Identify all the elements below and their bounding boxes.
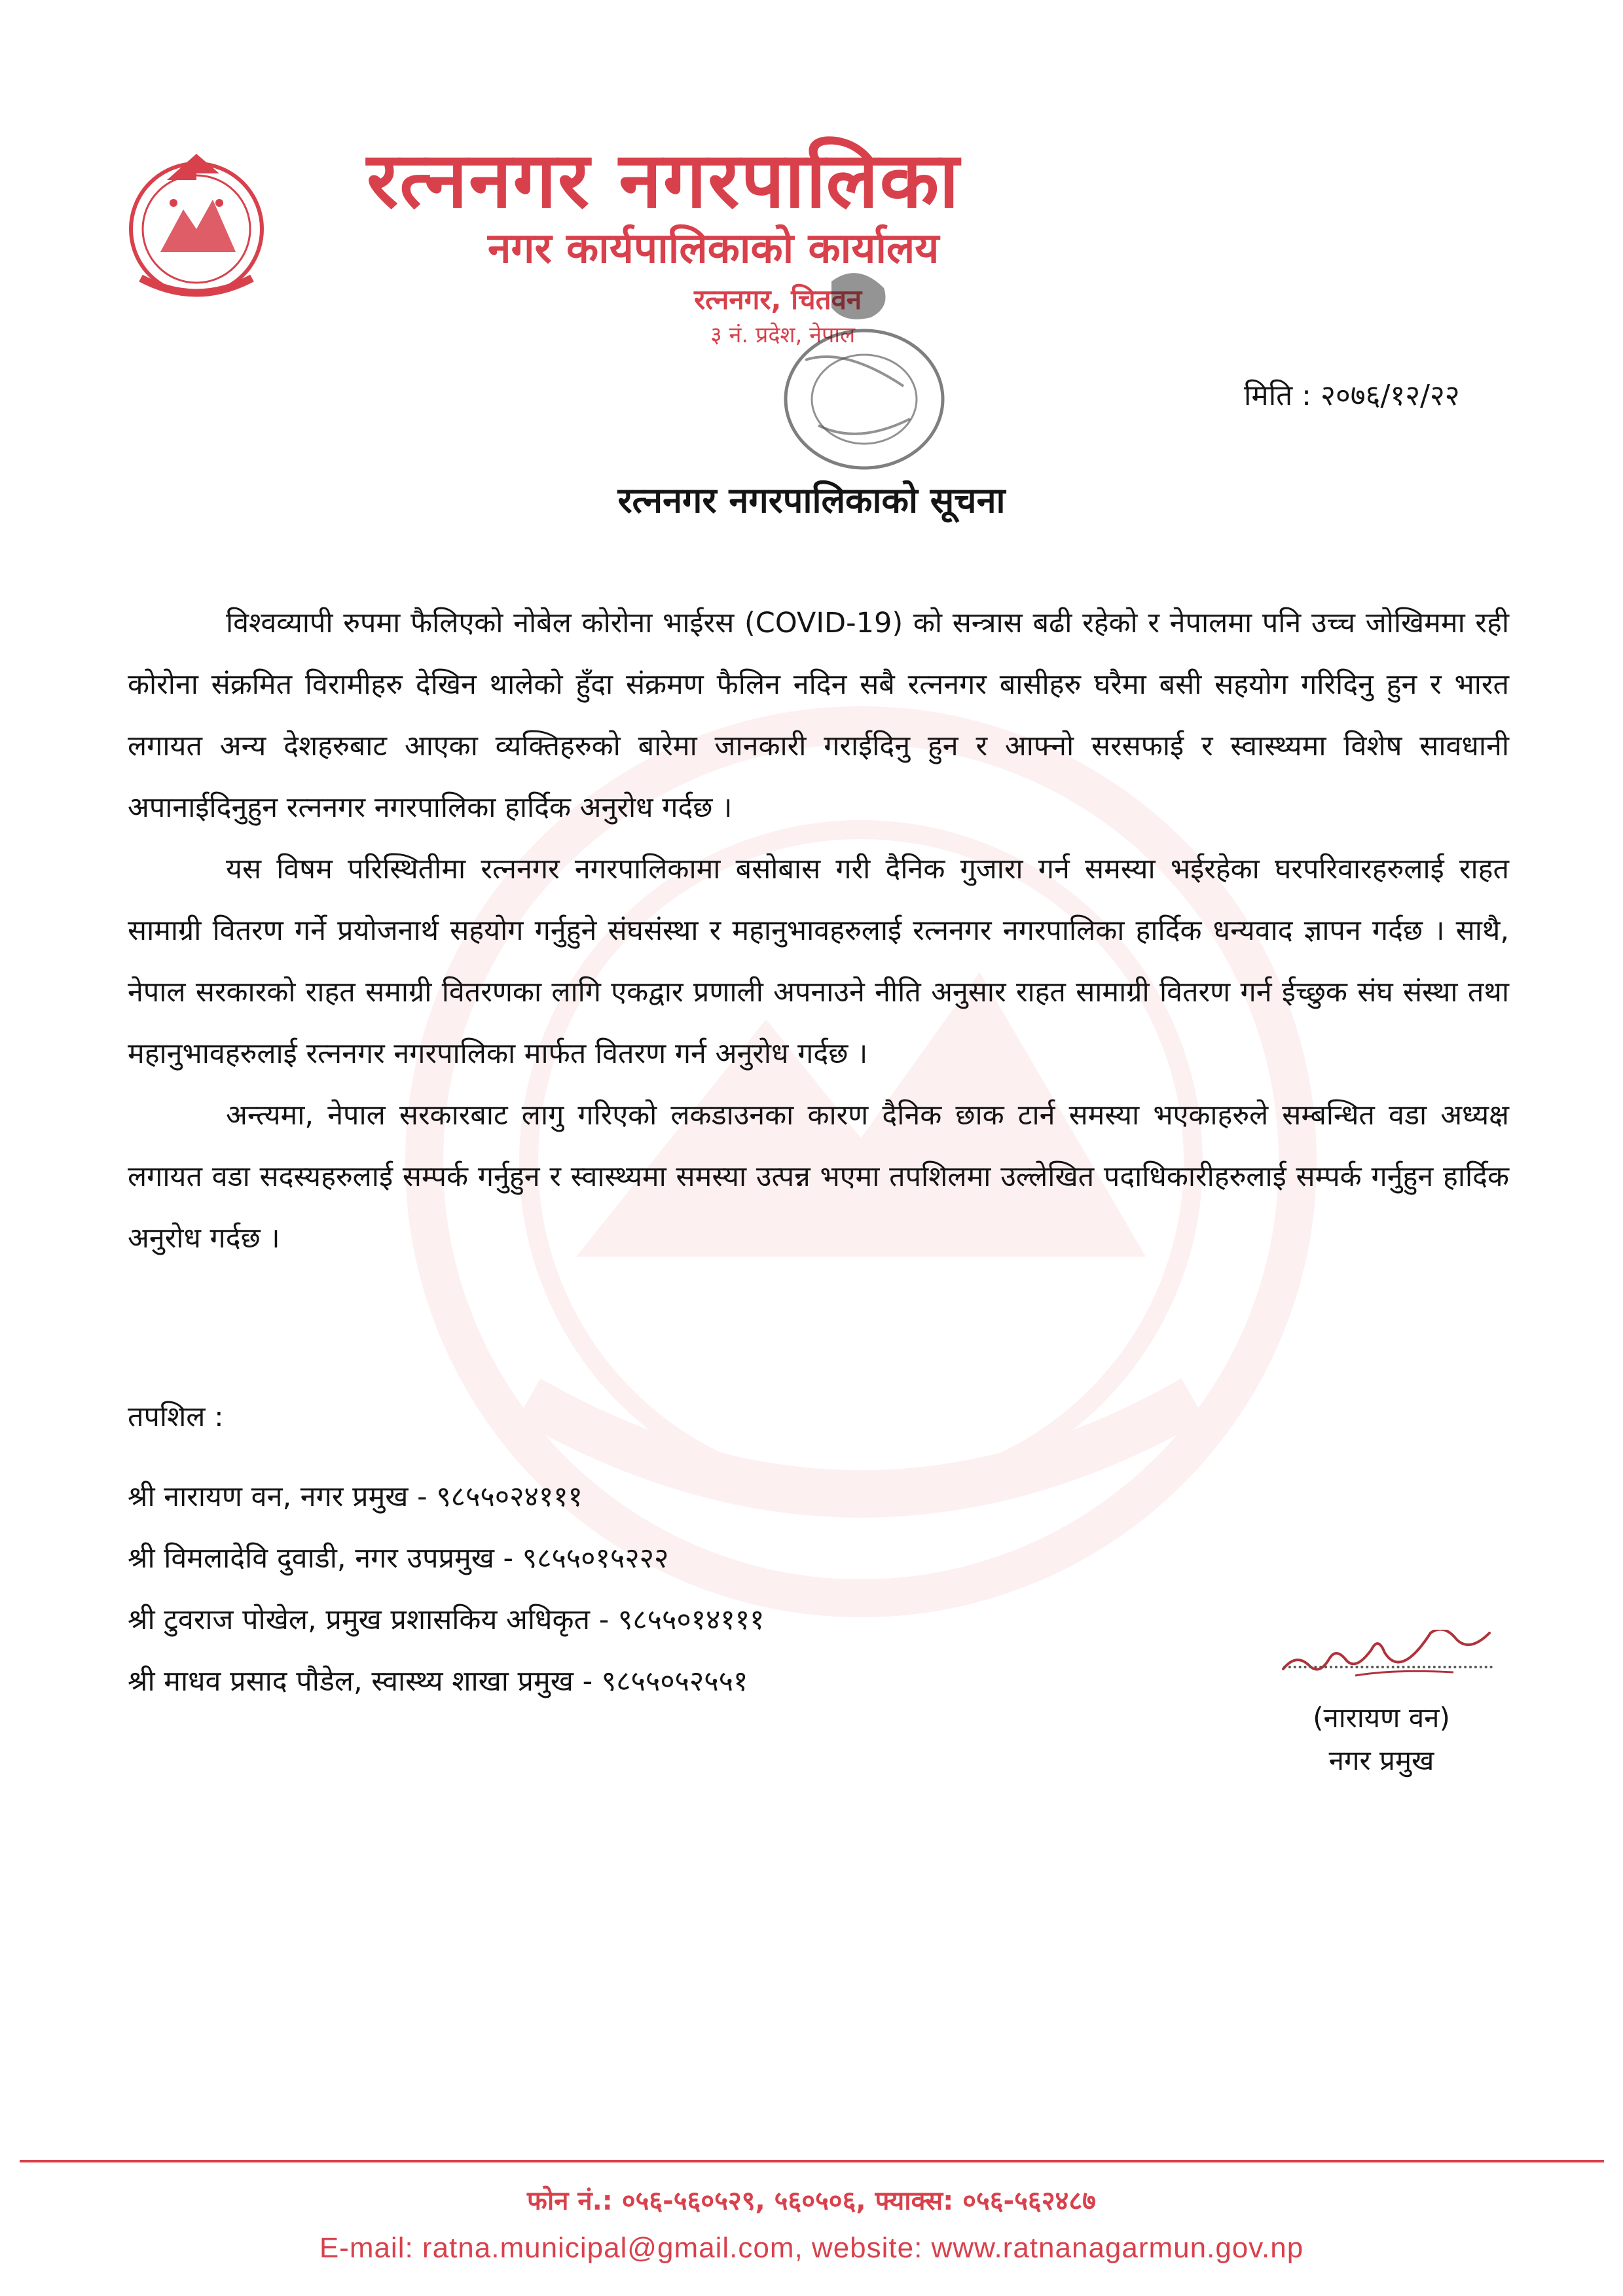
handwritten-signature (1277, 1630, 1499, 1689)
letterhead-address: रत्ननगर, चितवन (694, 283, 862, 315)
details-label: तपशिल : (128, 1401, 224, 1433)
signature-line (1283, 1666, 1493, 1668)
footer-divider (20, 2160, 1604, 2162)
office-seal-stamp (707, 262, 982, 478)
notice-body (128, 592, 1509, 1269)
letterhead-title: रत्ननगर नगरपालिका (367, 135, 960, 225)
notice-date: मिति : २०७६/१२/२२ (1244, 379, 1460, 412)
paragraph-1: विश्वव्यापी रुपमा फैलिएको नोबेल कोरोना भाईरस (COVID-19) को सन्त्रास बढी रहेको र नेपालमा पनि उच्च जोखिममा रही कोरोना संक्रमित विरामीहरु देखिन थालेको हुँदा संक्रमण फैलिन नदिन सबै रत्ननगर बासीहरु घरैमा बसी सहयोग गरिदिनु हुन र भारत लगायत अन्य देशहरुबाट आएका व्यक्तिहरुको बारेमा जानकारी गराईदिनु हुन र आफ्नो सरसफाई र स्वास्थ्यमा विशेष सावधानी अपानाईदिनुहुन रत्ननगर नगरपालिका हार्दिक अनुरोध गर्दछ । (128, 607, 1509, 824)
signatory-role: नगर प्रमुख (1328, 1744, 1434, 1776)
notice-title: रत्ननगर नगरपालिकाको सूचना (617, 480, 1006, 521)
footer-phone: फोन नं.: ०५६-५६०५२९, ५६०५०६, फ्याक्स: ०५६-५६२४८७ (527, 2186, 1096, 2216)
paragraph-2: यस विषम परिस्थितीमा रत्ननगर नगरपालिकामा बसोबास गरी दैनिक गुजारा गर्न समस्या भईरहेका घरपरिवारहरुलाई राहत सामाग्री वितरण गर्ने प्रयोजनार्थ सहयोग गर्नुहुने संघसंस्था र महानुभावहरुलाई रत्ननगर नगरपालिका हार्दिक धन्यवाद ज्ञापन गर्दछ । साथै, नेपाल सरकारको राहत समाग्री वितरणका लागि एकद्वार प्रणाली अपनाउने नीति अनुसार राहत सामाग्री वितरण गर्न ईच्छुक संघ संस्था तथा महानुभावहरुलाई रत्ननगर नगरपालिका मार्फत वितरण गर्न अनुरोध गर्दछ । (128, 853, 1509, 1070)
letterhead-subtitle: नगर कार्यपालिकाको कार्यालय (488, 224, 939, 273)
letterhead-province: ३ नं. प्रदेश, नेपाल (710, 322, 856, 348)
footer-email: E-mail: ratna.municipal@gmail.com, website: www.ratnanagarmun.gov.np (319, 2232, 1304, 2264)
contact-item: श्री माधव प्रसाद पौडेल, स्वास्थ्य शाखा प्रमुख - ९८५५०५२५५१ (128, 1665, 748, 1698)
nepal-emblem-icon (115, 141, 278, 311)
contact-item: श्री टुवराज पोखेल, प्रमुख प्रशासकिय अधिकृत - ९८५५०१४१११ (128, 1604, 765, 1636)
contact-list (128, 1466, 764, 1712)
contact-item: श्री विमलादेवि दुवाडी, नगर उपप्रमुख - ९८५५०१५२२२ (128, 1542, 669, 1575)
contact-item: श्री नारायण वन, नगर प्रमुख - ९८५५०२४१११ (128, 1480, 583, 1513)
signatory-name: (नारायण वन) (1313, 1702, 1450, 1734)
paragraph-3: अन्त्यमा, नेपाल सरकारबाट लागु गरिएको लकडाउनका कारण दैनिक छाक टार्न समस्या भएकाहरुले सम्बन्धित वडा अध्यक्ष लगायत वडा सदस्यहरुलाई सम्पर्क गर्नुहुन र स्वास्थ्यमा समस्या उत्पन्न भएमा तपशिलमा उल्लेखित पदाधिकारीहरुलाई सम्पर्क गर्नुहुन हार्दिक अनुरोध गर्दछ । (128, 1099, 1509, 1255)
